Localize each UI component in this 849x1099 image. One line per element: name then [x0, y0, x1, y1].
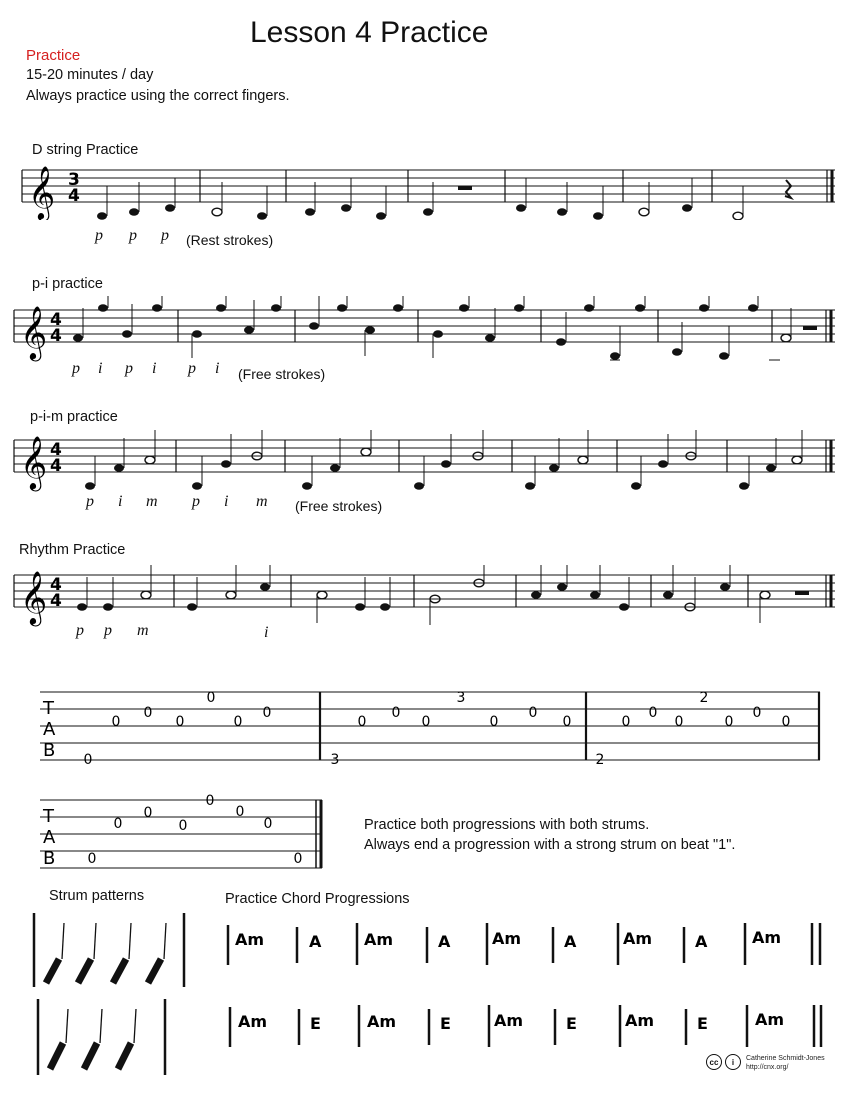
chord-label: Am — [625, 1011, 655, 1030]
chord-label: E — [440, 1014, 451, 1033]
tab-num: 0 — [357, 714, 367, 730]
tab-num: 0 — [648, 705, 658, 721]
tab-num: 0 — [178, 818, 188, 834]
tab-num: 0 — [235, 804, 245, 820]
cc-icon: cc — [706, 1054, 722, 1070]
tab-clef-t: T — [43, 698, 54, 719]
chord-label: Am — [752, 928, 782, 947]
tab-num: 0 — [621, 714, 631, 730]
tab-row-2 — [0, 790, 340, 870]
finger: m — [256, 493, 268, 510]
treble-clef: 𝄞 — [28, 165, 56, 219]
exercise-2-title: p-i practice — [32, 276, 103, 292]
chord-label: A — [438, 932, 451, 951]
tab-num: 0 — [83, 752, 93, 768]
chord-label: E — [566, 1014, 577, 1033]
tab-num: 0 — [233, 714, 243, 730]
chord-label: A — [695, 932, 708, 951]
time-bottom: 4 — [50, 591, 62, 611]
tab-num: 0 — [781, 714, 791, 730]
finger: p — [72, 360, 80, 377]
chord-progressions — [200, 915, 840, 1055]
exercise-3-title: p-i-m practice — [30, 409, 118, 425]
tab-num: 0 — [113, 816, 123, 832]
finger: p — [86, 493, 94, 510]
finger: p — [95, 227, 103, 244]
chord-label: Am — [367, 1012, 397, 1031]
time-bottom: 4 — [50, 326, 62, 346]
finger: i — [224, 493, 229, 510]
staff-2 — [0, 296, 849, 366]
page-title: Lesson 4 Practice — [250, 16, 489, 49]
chord-label: A — [309, 932, 322, 951]
finger: p — [104, 622, 112, 639]
exercise-4-title: Rhythm Practice — [19, 542, 126, 558]
time-bottom: 4 — [68, 186, 80, 206]
finger: p — [161, 227, 169, 244]
stroke-note: (Free strokes) — [295, 498, 383, 514]
chord-label: Am — [492, 929, 522, 948]
time-top: 3 — [68, 170, 80, 190]
staff-3 — [0, 430, 849, 495]
tab-clef-b: B — [43, 740, 56, 761]
time-top: 4 — [50, 440, 62, 460]
credit-url: http://cnx.org/ — [746, 1064, 789, 1071]
tab-num: 0 — [752, 705, 762, 721]
tab-num: 3 — [456, 690, 466, 706]
tab-num: 0 — [87, 851, 97, 867]
strum-title: Strum patterns — [49, 888, 145, 904]
tab-num: 2 — [699, 690, 709, 706]
practice-duration: 15-20 minutes / day — [26, 67, 154, 83]
tab-num: 0 — [262, 705, 272, 721]
tab-num: 0 — [674, 714, 684, 730]
chord-label: Am — [623, 929, 653, 948]
finger: i — [98, 360, 103, 377]
finger: i — [264, 624, 269, 641]
chords-title: Practice Chord Progressions — [225, 891, 410, 907]
finger: m — [146, 493, 158, 510]
practice-tip: Always practice using the correct fingers. — [26, 88, 290, 104]
license-credit — [706, 1052, 841, 1076]
tab-clef-a: A — [43, 719, 56, 740]
finger: p — [125, 360, 133, 377]
time-top: 4 — [50, 310, 62, 330]
credit-author: Catherine Schmidt-Jones — [746, 1055, 825, 1062]
progression-note-1: Practice both progressions with both strums. — [364, 817, 650, 833]
tab-num: 0 — [724, 714, 734, 730]
practice-heading: Practice — [26, 47, 81, 64]
finger: p — [129, 227, 137, 244]
finger: m — [137, 622, 149, 639]
tab-num: 3 — [330, 752, 340, 768]
tab-clef-t: T — [43, 806, 54, 827]
tab-num: 0 — [206, 690, 216, 706]
progression-note-2: Always end a progression with a strong strum on beat "1". — [364, 837, 736, 853]
finger: i — [215, 360, 220, 377]
tab-num: 0 — [391, 705, 401, 721]
tab-num: 0 — [143, 705, 153, 721]
staff-4 — [0, 565, 849, 630]
treble-clef: 𝄞 — [20, 305, 48, 359]
time-bottom: 4 — [50, 456, 62, 476]
tab-num: 0 — [489, 714, 499, 730]
tab-num: 2 — [595, 752, 605, 768]
chord-label: A — [564, 932, 577, 951]
chord-label: Am — [238, 1012, 268, 1031]
treble-clef: 𝄞 — [20, 570, 48, 624]
treble-clef: 𝄞 — [20, 435, 48, 489]
tab-num: 0 — [562, 714, 572, 730]
finger: p — [188, 360, 196, 377]
staff-1 — [0, 160, 849, 220]
exercise-1-title: D string Practice — [32, 142, 139, 158]
tab-num: 0 — [175, 714, 185, 730]
finger: p — [76, 622, 84, 639]
tab-num: 0 — [111, 714, 121, 730]
chord-label: Am — [235, 930, 265, 949]
finger: i — [152, 360, 157, 377]
tab-clef-a: A — [43, 827, 56, 848]
tab-num: 0 — [421, 714, 431, 730]
stroke-note: (Free strokes) — [238, 366, 326, 382]
chord-label: Am — [494, 1011, 524, 1030]
tab-num: 0 — [143, 805, 153, 821]
chord-label: E — [697, 1014, 708, 1033]
stroke-note: (Rest strokes) — [186, 232, 274, 248]
chord-label: Am — [755, 1010, 785, 1029]
finger: p — [192, 493, 200, 510]
tab-num: 0 — [528, 705, 538, 721]
finger: i — [118, 493, 123, 510]
strum-patterns — [0, 905, 200, 1085]
time-top: 4 — [50, 575, 62, 595]
tab-num: 0 — [293, 851, 303, 867]
tab-clef-b: B — [43, 848, 56, 869]
chord-label: Am — [364, 930, 394, 949]
chord-label: E — [310, 1014, 321, 1033]
tab-num: 0 — [263, 816, 273, 832]
tab-row-1 — [0, 680, 849, 770]
by-icon: i — [725, 1054, 741, 1070]
tab-num: 0 — [205, 793, 215, 809]
